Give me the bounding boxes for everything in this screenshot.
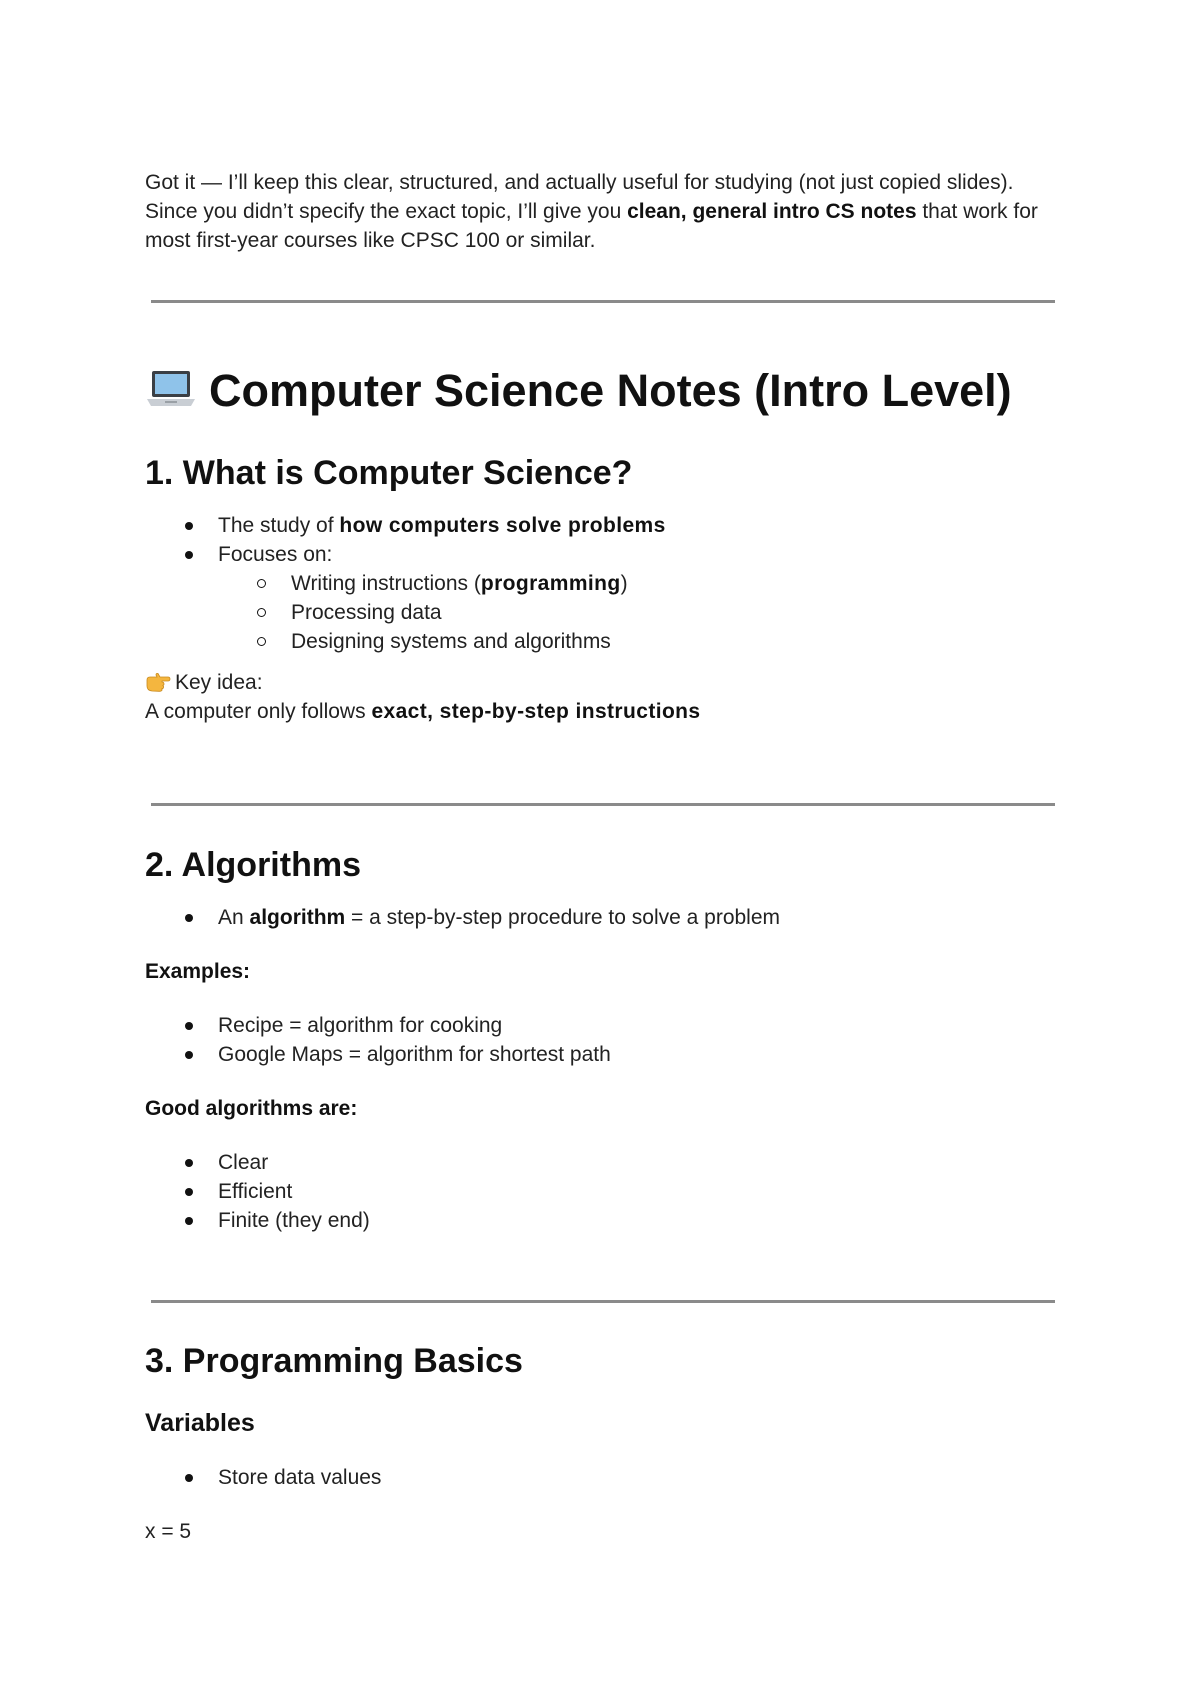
examples-label: Examples: xyxy=(145,960,251,983)
section-2-heading: 2. Algorithms xyxy=(145,846,361,884)
list-item: Clear xyxy=(145,1148,1055,1177)
list-item: Google Maps = algorithm for shortest path xyxy=(145,1040,1055,1069)
intro-text-start: Got it — I’ll keep this clear, structured, and actually useful for studying (not just copied slides). Since you didn’t specify the exact topic, I’ll give you xyxy=(145,171,1014,223)
list-item: The study of how computers solve problems xyxy=(145,511,1055,540)
section-1-heading: 1. What is Computer Science? xyxy=(145,454,633,492)
sub-list-item: Processing data xyxy=(145,598,1055,627)
divider-3 xyxy=(151,1300,1055,1303)
page-title xyxy=(145,365,1012,417)
divider-2 xyxy=(151,803,1055,806)
section-1-sublist xyxy=(145,569,1055,656)
code-example: x = 5 xyxy=(145,1520,192,1543)
examples-list xyxy=(145,1011,1055,1069)
good-algorithms-list xyxy=(145,1148,1055,1235)
key-idea-text: A computer only follows exact, step-by-step instructions xyxy=(145,700,701,723)
key-idea-label: Key idea: xyxy=(145,668,263,697)
list-item: Recipe = algorithm for cooking xyxy=(145,1011,1055,1040)
intro-text-end: that work for most first-year courses like CPSC 100 or similar. xyxy=(145,200,1038,252)
sub-list-item: Designing systems and algorithms xyxy=(145,627,1055,656)
section-3-heading: 3. Programming Basics xyxy=(145,1342,523,1380)
list-item: Store data values xyxy=(145,1463,1055,1492)
section-2-definition-list xyxy=(145,903,1055,932)
page-title-text: Computer Science Notes (Intro Level) xyxy=(209,365,1012,416)
variables-list xyxy=(145,1463,1055,1492)
variables-heading: Variables xyxy=(145,1409,255,1437)
list-item: An algorithm = a step-by-step procedure to solve a problem xyxy=(145,903,1055,932)
pointing-hand-icon xyxy=(145,671,171,691)
list-item: Focuses on: xyxy=(145,540,1055,569)
intro-bold-text: clean, general intro CS notes xyxy=(627,200,917,223)
intro-paragraph xyxy=(145,168,1055,255)
list-item: Finite (they end) xyxy=(145,1206,1055,1235)
good-algorithms-label: Good algorithms are: xyxy=(145,1097,358,1120)
section-1-list xyxy=(145,511,1055,569)
laptop-icon xyxy=(145,367,197,407)
sub-list-item: Writing instructions (programming) xyxy=(145,569,1055,598)
divider-1 xyxy=(151,300,1055,303)
list-item: Efficient xyxy=(145,1177,1055,1206)
